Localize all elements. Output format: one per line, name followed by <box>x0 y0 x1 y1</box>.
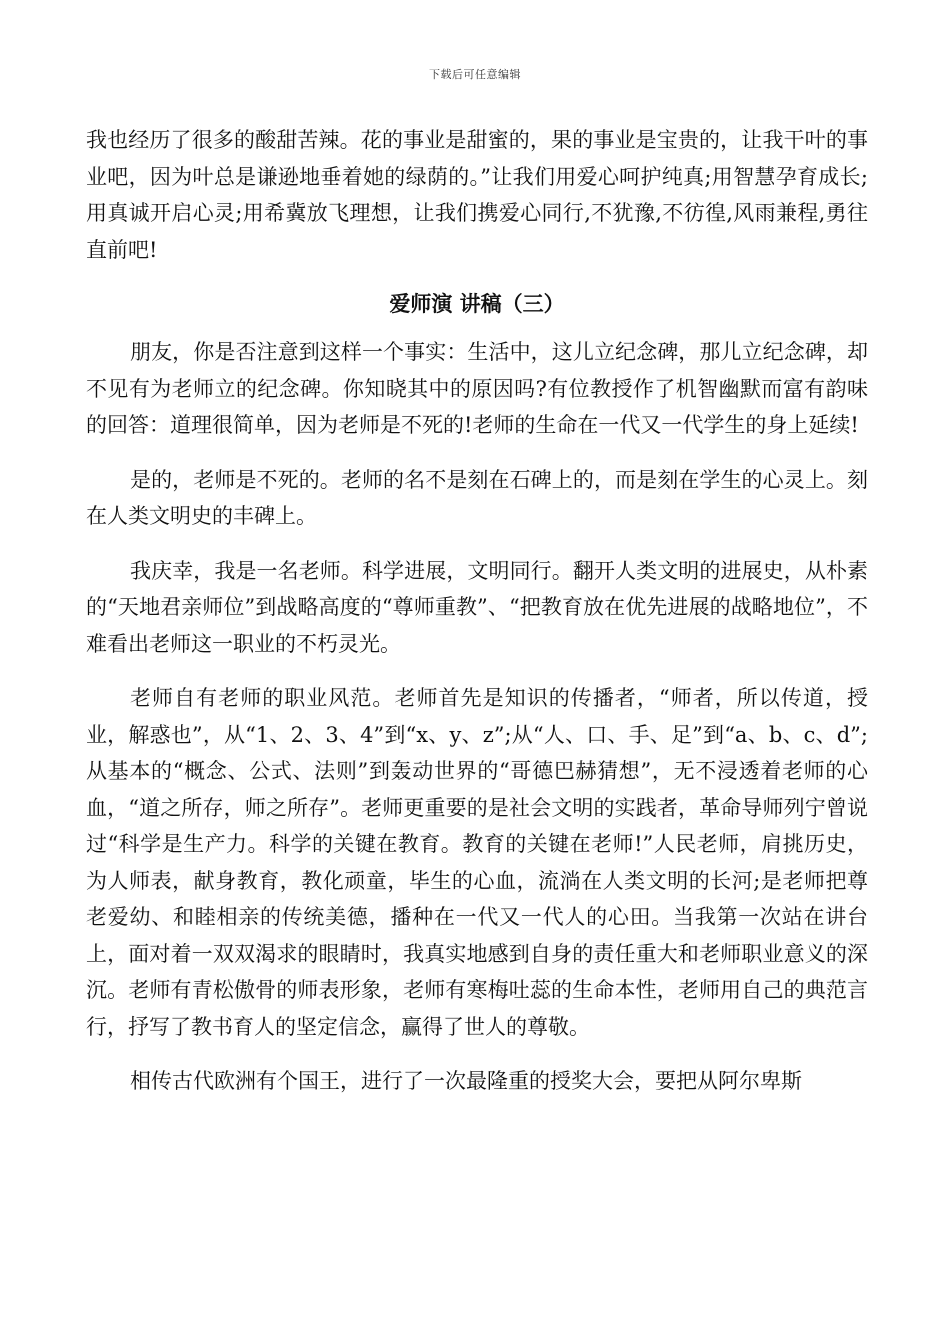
spacer <box>86 322 868 334</box>
paragraph-2: 是的，老师是不死的。老师的名不是刻在石碑上的，而是刻在学生的心灵上。刻在人类文明史的丰碑上。 <box>86 467 868 528</box>
intro-paragraph: 我也经历了很多的酸甜苦辣。花的事业是甜蜜的，果的事业是宝贵的，让我干叶的事业吧，因为叶总是谦逊地垂着她的绿荫的。”让我们用爱心呵护纯真;用智慧孕育成长;用真诚开启心灵;用希冀放飞理想，让我们携爱心同行,不犹豫,不彷徨,风雨兼程,勇往直前吧! <box>86 128 868 262</box>
spacer <box>86 662 868 680</box>
spacer <box>86 1045 868 1063</box>
paragraph-5: 相传古代欧洲有个国王，进行了一次最隆重的授奖大会，要把从阿尔卑斯 <box>130 1069 802 1093</box>
header-note: 下载后可任意编辑 <box>429 68 521 81</box>
spacer <box>86 535 868 553</box>
document-body <box>86 122 868 1100</box>
spacer <box>86 444 868 462</box>
spacer <box>86 268 868 286</box>
paragraph-1: 朋友，你是否注意到这样一个事实：生活中，这儿立纪念碑，那儿立纪念碑，却不见有为老师立的纪念碑。你知晓其中的原因吗?有位教授作了机智幽默而富有韵味的回答：道理很简单，因为老师是不死的!老师的生命在一代又一代学生的身上延续! <box>86 340 868 437</box>
section-title: 爱师演 讲稿（三） <box>389 292 565 316</box>
paragraph-3: 我庆幸，我是一名老师。科学进展，文明同行。翻开人类文明的进展史，从朴素的“天地君亲师位”到战略高度的“尊师重教”、“把教育放在优先进展的战略地位”，不难看出老师这一职业的不朽灵光。 <box>86 558 868 656</box>
paragraph-4: 老师自有老师的职业风范。老师首先是知识的传播者，“师者，所以传道，授业，解惑也”，从“1、2、3、4”到“x、y、z”;从“人、口、手、足”到“a、b、c、d”;从基本的“概念、公式、法则”到轰动世界的“哥德巴赫猜想”，无不浸透着老师的心血，“道之所存，师之所存”。老师更重要的是社会文明的实践者，革命导师列宁曾说过“科学是生产力。科学的关键在教育。教育的关键在老师!”人民老师，肩挑历史，为人师表，献身教育，教化顽童，毕生的心血，流淌在人类文明的长河;是老师把尊老爱幼、和睦相亲的传统美德，播种在一代又一代人的心田。当我第一次站在讲台上，面对着一双双渴求的眼睛时，我真实地感到自身的责任重大和老师职业意义的深沉。老师有青松傲骨的师表形象，老师有寒梅吐蕊的生命本性，老师用自己的典范言行，抒写了教书育人的坚定信念，赢得了世人的尊敬。 <box>86 686 868 1039</box>
